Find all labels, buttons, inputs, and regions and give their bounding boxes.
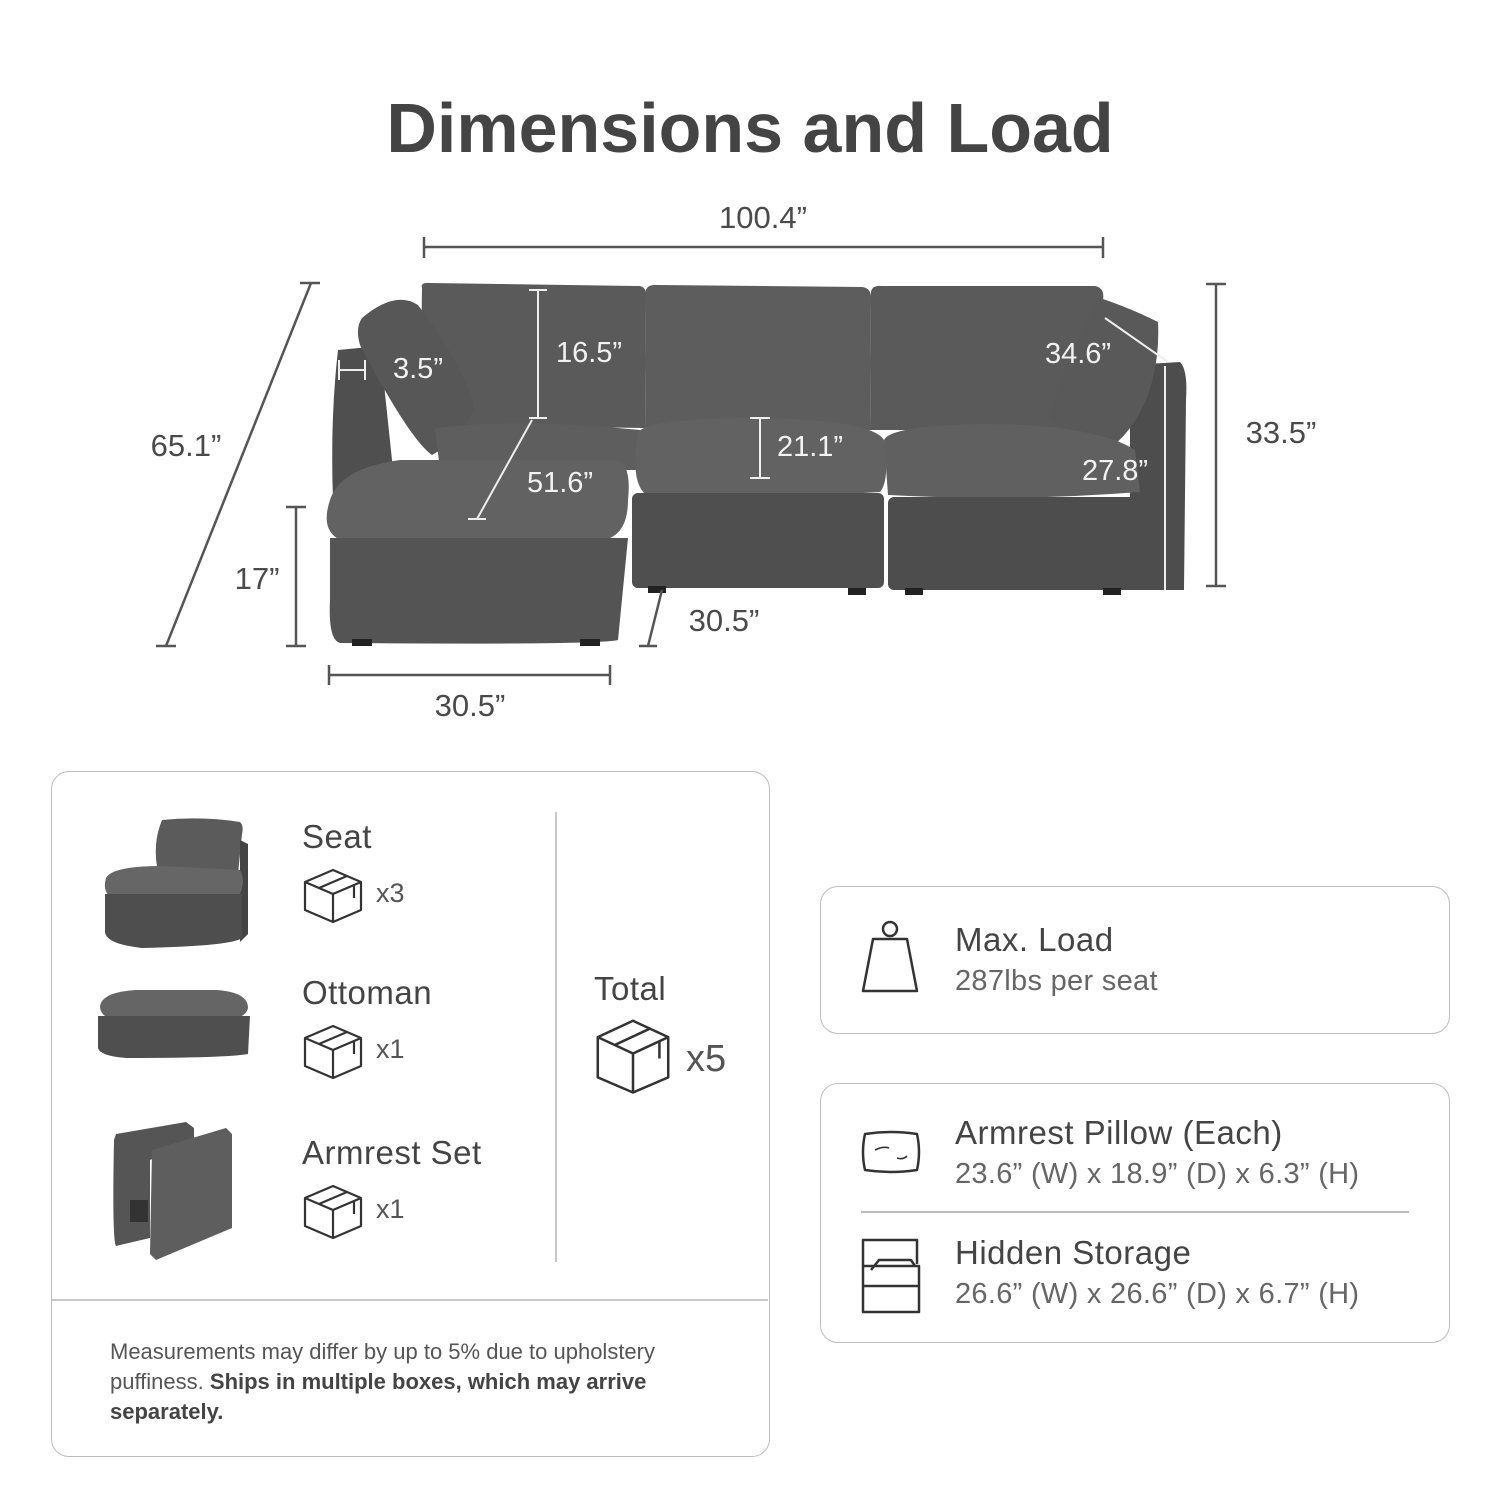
ottoman-quantity: x1	[376, 1034, 405, 1064]
chaise-diagonal-label: 51.6”	[526, 467, 594, 499]
box-icon	[302, 1020, 364, 1082]
seat-quantity: x3	[376, 878, 405, 908]
armrest-pillow-value: 23.6” (W) x 18.9” (D) x 6.3” (H)	[955, 1158, 1360, 1190]
panel-divider-horizontal	[52, 1299, 768, 1301]
armrest-set-quantity: x1	[376, 1194, 405, 1224]
overall-depth-label: 65.1”	[150, 428, 222, 463]
seat-module-image	[102, 814, 252, 954]
box-icon	[302, 1180, 364, 1242]
armrest-set-label: Armrest Set	[302, 1134, 482, 1171]
max-load-value: 287lbs per seat	[955, 965, 1158, 997]
extras-separator	[861, 1211, 1409, 1213]
shipping-note	[110, 1337, 710, 1427]
weight-icon	[859, 919, 923, 995]
max-load-panel	[820, 886, 1450, 1034]
overall-width-dimension	[424, 200, 1103, 258]
back-cushion-height-label: 16.5”	[555, 337, 623, 369]
page-title: Dimensions and Load	[386, 89, 1114, 167]
overall-height-label: 33.5”	[1245, 415, 1317, 450]
max-load-title: Max. Load	[955, 921, 1114, 958]
total-label: Total	[594, 970, 667, 1007]
hidden-storage-value: 26.6” (W) x 26.6” (D) x 6.7” (H)	[955, 1278, 1360, 1310]
armrest-pillow-title: Armrest Pillow (Each)	[955, 1114, 1283, 1151]
pillow-icon	[859, 1128, 923, 1178]
seat-height-dimension	[235, 507, 306, 646]
panel-divider-vertical	[555, 812, 557, 1262]
overall-width-label: 100.4”	[719, 200, 807, 235]
hidden-storage-title: Hidden Storage	[955, 1234, 1192, 1271]
storage-icon	[859, 1236, 923, 1316]
ottoman-image	[96, 988, 252, 1060]
armrest-set-image	[110, 1120, 236, 1264]
ottoman-label: Ottoman	[302, 974, 433, 1011]
total-quantity: x5	[686, 1038, 727, 1080]
note-regular: Measurements may differ by up to 5% due to upholstery puffiness.	[110, 1339, 655, 1394]
note-bold: Ships in multiple boxes, which may arrive separately.	[110, 1369, 647, 1424]
seat-depth-label: 27.8”	[1081, 455, 1149, 487]
extras-panel	[820, 1083, 1450, 1343]
ottoman-depth-label: 30.5”	[688, 603, 760, 638]
ottoman-width-dimension	[329, 665, 610, 723]
box-icon	[594, 1014, 672, 1098]
ottoman-depth-dimension	[639, 590, 759, 646]
seat-cushion-thickness-label: 21.1”	[776, 431, 844, 463]
seat-label: Seat	[302, 818, 372, 855]
parts-panel	[51, 771, 770, 1457]
ottoman-width-label: 30.5”	[434, 688, 506, 723]
overall-height-dimension	[1206, 284, 1316, 586]
armrest-width-label: 3.5”	[393, 353, 443, 385]
box-icon	[302, 864, 364, 926]
armrest-pillow-label: 34.6”	[1044, 338, 1112, 370]
seat-height-label: 17”	[234, 561, 280, 596]
